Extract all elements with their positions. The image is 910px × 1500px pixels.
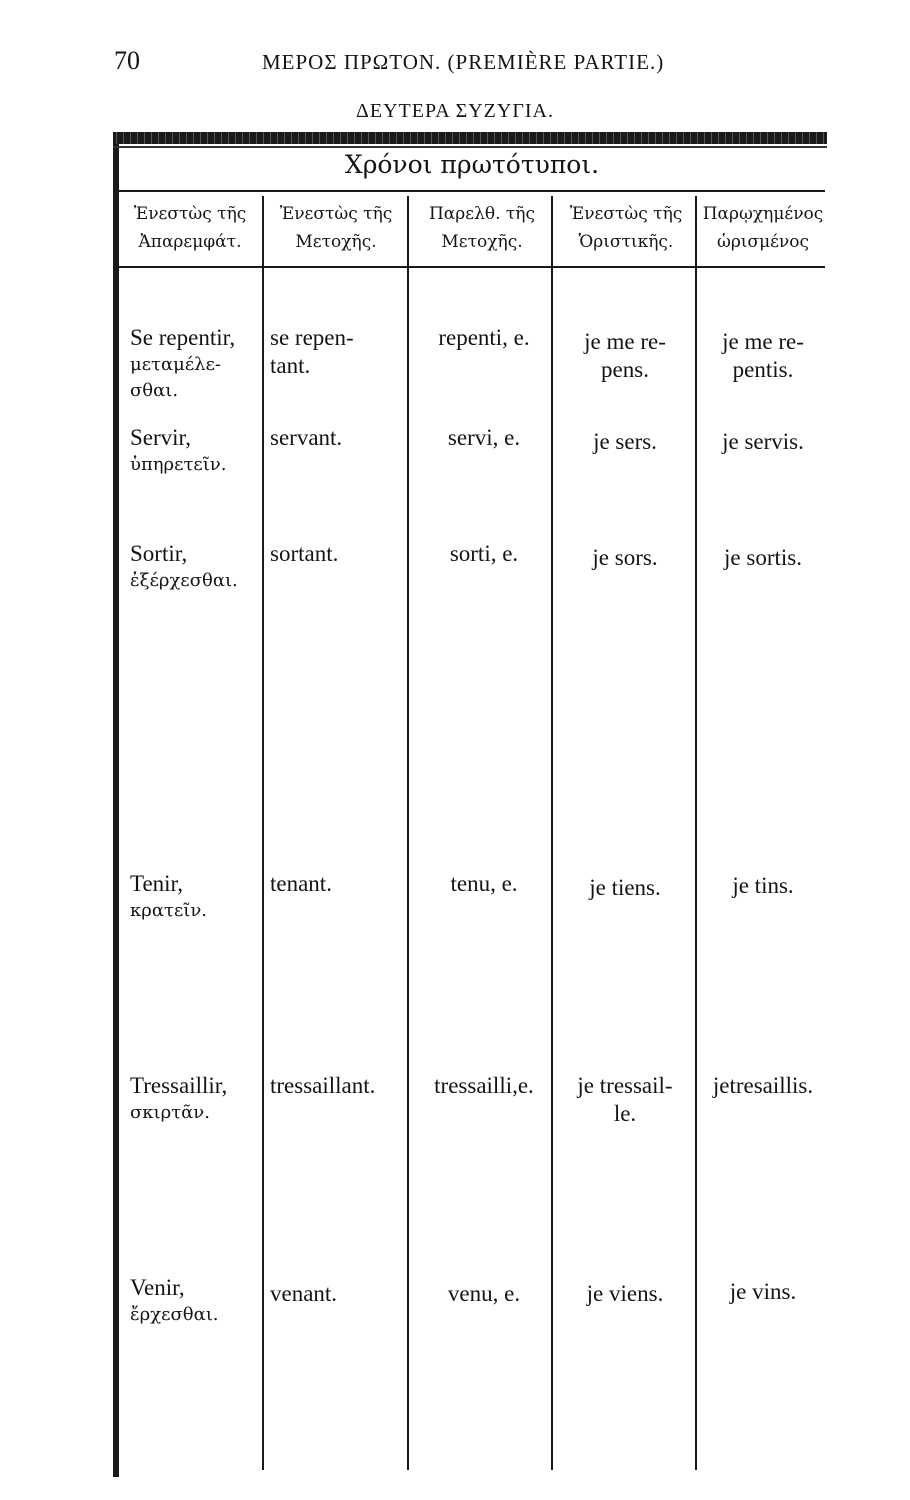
cell-line: je me re- bbox=[722, 329, 804, 354]
cell-line: tressailli,e. bbox=[434, 1073, 534, 1098]
infinitive-french: Sortir, bbox=[130, 541, 188, 566]
infinitive-french: Se repentir, bbox=[130, 325, 236, 350]
cell-line: je tressail- bbox=[577, 1073, 673, 1098]
cell-line: tant. bbox=[270, 353, 311, 378]
super-header-rule bbox=[119, 190, 825, 192]
cell-line: pentis. bbox=[732, 357, 794, 382]
col-header-line2: Μετοχῆς. bbox=[295, 232, 377, 252]
cell-line: tressaillant. bbox=[270, 1073, 376, 1098]
infinitive-greek: σκιρτᾶν. bbox=[130, 1102, 210, 1123]
col-header-infinitive bbox=[120, 200, 260, 256]
cell-line: servant. bbox=[270, 425, 343, 450]
cell-line: sorti, e. bbox=[449, 541, 519, 566]
infinitive-cell bbox=[130, 324, 260, 404]
cell-line: tenant. bbox=[270, 871, 332, 896]
cell-line: pens. bbox=[601, 357, 649, 382]
cell-line: servi, e. bbox=[447, 425, 521, 450]
col-header-line2: Ἀπαρεμφάτ. bbox=[138, 232, 242, 252]
col-header-line2: Μετοχῆς. bbox=[441, 232, 523, 252]
cell-line: je servis. bbox=[722, 429, 804, 454]
cell-line: se repen- bbox=[270, 325, 354, 350]
column-header-rule bbox=[119, 266, 825, 268]
infinitive-greek: ἐξέρχεσθαι. bbox=[130, 570, 238, 591]
cell-line: je sors. bbox=[592, 545, 658, 570]
col-header-line2: ὡρισμένος bbox=[716, 232, 810, 252]
infinitive-french: Tressaillir, bbox=[130, 1073, 228, 1098]
infinitive-greek: μεταμέλε- bbox=[130, 354, 221, 375]
col-header-line1: Ἐνεστὼς τῆς bbox=[279, 204, 393, 224]
col-header-indicative-present bbox=[554, 200, 698, 256]
participle-past-cell bbox=[414, 1280, 554, 1308]
cell-line: sortant. bbox=[270, 541, 339, 566]
participle-present-cell bbox=[270, 1280, 410, 1308]
participle-past-cell bbox=[414, 424, 554, 452]
table-top-band bbox=[113, 132, 827, 144]
participle-present-cell bbox=[270, 540, 410, 568]
col-header-line1: Παρῳχημένος bbox=[702, 204, 824, 224]
past-definite-cell bbox=[700, 1278, 826, 1306]
section-title: ΔΕΥΤΕΡΑ ΣΥΖΥΓΙΑ. bbox=[355, 100, 554, 122]
cell-line: je viens. bbox=[586, 1281, 664, 1306]
past-definite-cell bbox=[700, 872, 826, 900]
cell-line: je tiens. bbox=[589, 875, 661, 900]
col-header-line1: Ἐνεστὼς τῆς bbox=[133, 204, 247, 224]
past-definite-cell bbox=[700, 428, 826, 456]
indicative-present-cell bbox=[556, 1072, 694, 1128]
participle-past-cell bbox=[414, 324, 554, 352]
infinitive-french: Tenir, bbox=[130, 871, 184, 896]
indicative-present-cell bbox=[556, 428, 694, 456]
participle-past-cell bbox=[414, 540, 554, 568]
infinitive-cell bbox=[130, 1072, 260, 1126]
participle-present-cell bbox=[270, 424, 410, 452]
infinitive-cell bbox=[130, 540, 260, 594]
col-header-participle-past bbox=[410, 200, 554, 256]
infinitive-cell bbox=[130, 1274, 260, 1328]
col-header-line1: Παρελθ. τῆς bbox=[428, 204, 536, 224]
cell-line: je vins. bbox=[729, 1279, 797, 1304]
cell-line: je me re- bbox=[584, 329, 666, 354]
participle-present-cell bbox=[270, 1072, 410, 1100]
cell-line: le. bbox=[613, 1101, 637, 1126]
col-header-past-definite bbox=[698, 200, 828, 256]
column-rule-4 bbox=[695, 196, 697, 1470]
cell-line: tenu, e. bbox=[450, 871, 518, 896]
infinitive-greek: ἔρχεσθαι. bbox=[130, 1304, 219, 1325]
table-band-underline bbox=[113, 146, 827, 148]
participle-present-cell bbox=[270, 870, 410, 898]
cell-line: je tins. bbox=[732, 873, 794, 898]
past-definite-cell bbox=[700, 544, 826, 572]
indicative-present-cell bbox=[556, 328, 694, 384]
col-header-participle-present bbox=[264, 200, 408, 256]
past-definite-cell bbox=[700, 1072, 826, 1100]
running-head-title: ΜΕΡΟΣ ΠΡΩΤΟΝ. (PREMIÈRE PARTIE.) bbox=[262, 50, 665, 74]
indicative-present-cell bbox=[556, 544, 694, 572]
table-super-header: Χρόνοι πρωτότυποι. bbox=[344, 150, 600, 179]
col-header-line2: Ὁριστικῆς. bbox=[578, 232, 674, 252]
infinitive-greek: σθαι. bbox=[130, 380, 179, 401]
indicative-present-cell bbox=[556, 874, 694, 902]
infinitive-french: Servir, bbox=[130, 425, 192, 450]
infinitive-cell bbox=[130, 424, 260, 478]
past-definite-cell bbox=[700, 328, 826, 384]
participle-past-cell bbox=[414, 870, 554, 898]
participle-present-cell bbox=[270, 324, 410, 380]
cell-line: repenti, e. bbox=[438, 325, 530, 350]
running-head bbox=[0, 46, 910, 82]
column-rule-2 bbox=[407, 196, 409, 1470]
cell-line: venu, e. bbox=[447, 1281, 521, 1306]
infinitive-cell bbox=[130, 870, 260, 924]
participle-past-cell bbox=[414, 1072, 554, 1100]
infinitive-french: Venir, bbox=[130, 1275, 185, 1300]
cell-line: jetresaillis. bbox=[712, 1073, 814, 1098]
infinitive-greek: κρατεῖν. bbox=[130, 900, 207, 921]
table-left-rule bbox=[113, 132, 119, 1477]
cell-line: je sers. bbox=[593, 429, 657, 454]
column-rule-3 bbox=[551, 196, 553, 1470]
indicative-present-cell bbox=[556, 1280, 694, 1308]
column-rule-1 bbox=[262, 196, 264, 1470]
col-header-line1: Ἐνεστὼς τῆς bbox=[569, 204, 683, 224]
infinitive-greek: ὑπηρετεῖν. bbox=[130, 454, 227, 475]
cell-line: je sortis. bbox=[724, 545, 802, 570]
cell-line: venant. bbox=[270, 1281, 338, 1306]
page-number: 70 bbox=[114, 46, 140, 75]
